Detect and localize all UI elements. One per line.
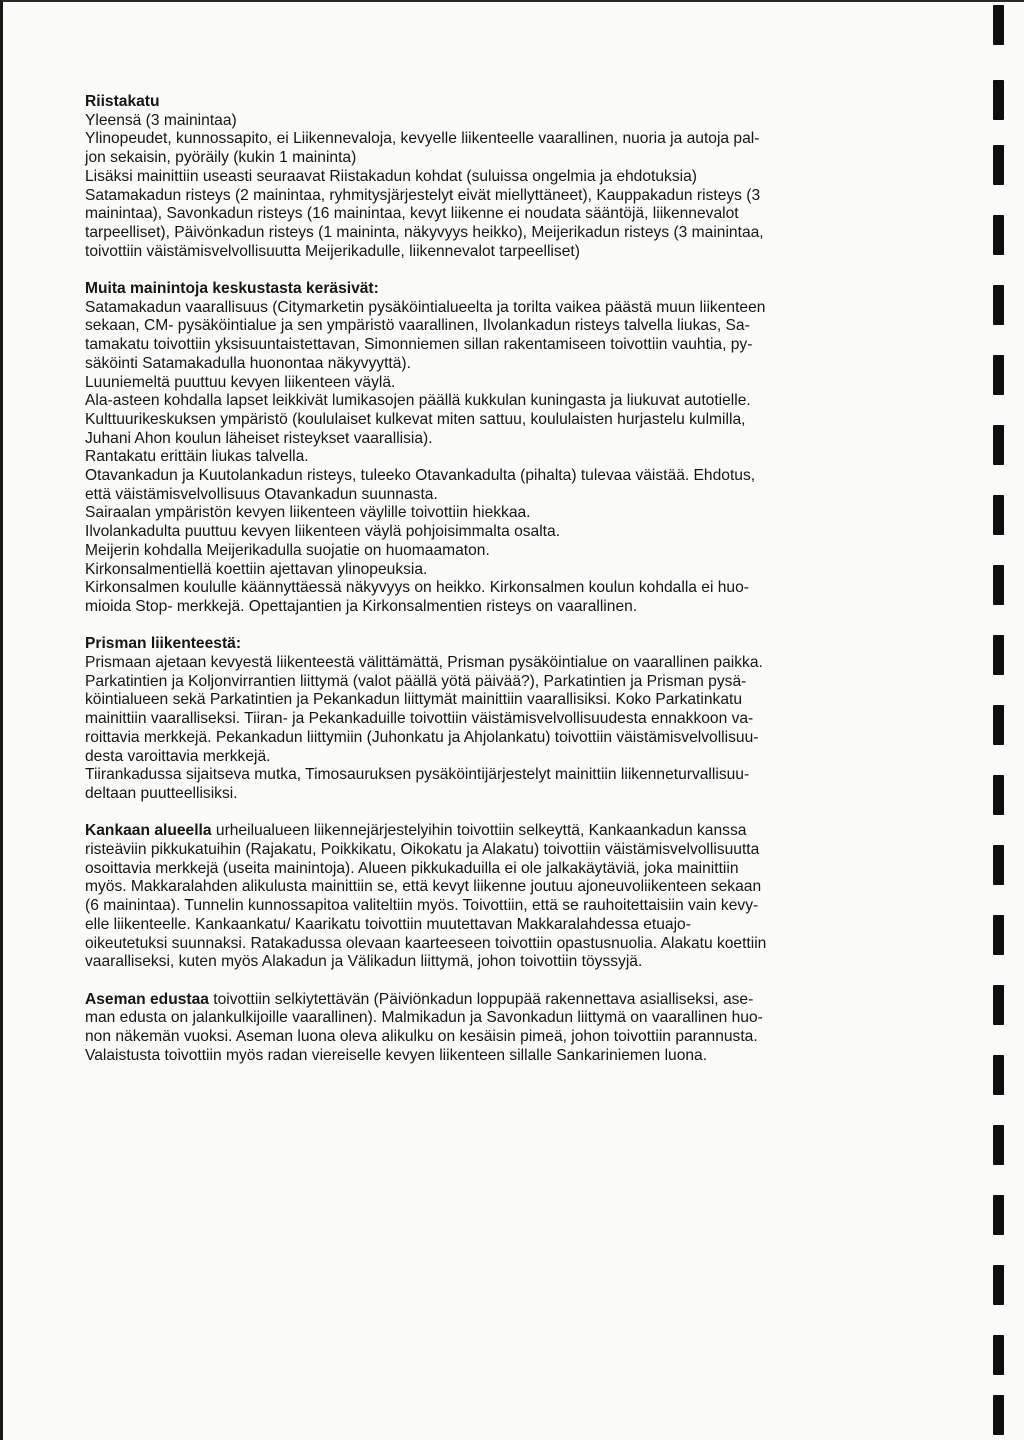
paragraph-line: desta varoittavia merkkejä. xyxy=(85,747,271,765)
section-heading: Muita mainintoja keskustasta keräsivät: xyxy=(85,280,379,298)
binding-mark xyxy=(993,1125,1004,1165)
binding-marks xyxy=(993,0,1007,1440)
binding-mark xyxy=(993,80,1004,120)
binding-mark xyxy=(993,1265,1004,1305)
paragraph-line: tarpeelliset), Päivönkadun risteys (1 maininta, näkyvyys heikko), Meijerikadun risteys (3 mainintaa, xyxy=(85,223,764,241)
paragraph-line: jon sekaisin, pyöräily (kukin 1 maininta) xyxy=(85,149,357,167)
lead-term: Aseman edustaa xyxy=(85,990,209,1008)
paragraph-line xyxy=(85,991,915,1010)
paragraph-line: risteäviin pikkukatuihin (Rajakatu, Poikkikatu, Oikokatu ja Alakatu) toivottiin väistämisvelvollisuutta xyxy=(85,841,760,859)
paragraph-line: Lisäksi mainittiin useasti seuraavat Riistakadun kohdat (suluissa ongelmia ja ehdotuksia) xyxy=(85,167,697,185)
paragraph-line: roittavia merkkejä. Pekankadun liittymiin (Juhonkatu ja Ahjolankatu) toivottiin väistämisvelvollisuu- xyxy=(85,728,759,746)
paragraph-line: Prismaan ajetaan kevyestä liikenteestä välittämättä, Prisman pysäköintialue on vaarallinen paikka. xyxy=(85,654,763,672)
paragraph-line: Meijerin kohdalla Meijerikadulla suojatie on huomaamaton. xyxy=(85,541,490,559)
paragraph-line: non näkemän vuoksi. Aseman luona oleva alikulku on kesäisin pimeä, johon toivottiin parannusta. xyxy=(85,1028,758,1046)
binding-mark xyxy=(993,1335,1004,1375)
lead-term: Kankaan alueella xyxy=(85,822,212,840)
paragraph-line xyxy=(85,822,915,841)
document-body xyxy=(85,93,915,1084)
binding-mark xyxy=(993,1395,1004,1435)
paragraph-line: Rantakatu erittäin liukas talvella. xyxy=(85,448,309,466)
paragraph-line: Valaistusta toivottiin myös radan viereiselle kevyen liikenteen sillalle Sankariniemen luona. xyxy=(85,1046,708,1064)
binding-mark xyxy=(993,775,1004,815)
binding-mark xyxy=(993,145,1004,185)
binding-mark xyxy=(993,495,1004,535)
paragraph-line: sekaan, CM- pysäköintialue ja sen ympäristö vaarallinen, Ilvolankadun risteys talvella liukas, Sa- xyxy=(85,317,750,335)
binding-mark xyxy=(993,1055,1004,1095)
binding-mark xyxy=(993,285,1004,325)
paragraph-line: Kirkonsalmentiellä koettiin ajettavan ylinopeuksia. xyxy=(85,560,428,578)
binding-mark xyxy=(993,985,1004,1025)
paragraph-line: Satamakadun vaarallisuus (Citymarketin pysäköintialueelta ja torilta vaikea päästä muun liikenteen xyxy=(85,298,766,316)
paragraph-line: köintialueen sekä Parkatintien ja Pekankadun liittymät mainittiin vaarallisiksi. Koko Parkatinkatu xyxy=(85,691,743,709)
paragraph-line: mainittiin vaaralliseksi. Tiiran- ja Pekankaduille toivottiin väistämisvelvollisuudesta ennakkoon va- xyxy=(85,710,754,728)
binding-mark xyxy=(993,845,1004,885)
binding-mark xyxy=(993,425,1004,465)
paragraph-line: Tiirankadussa sijaitseva mutka, Timosauruksen pysäköintijärjestelyt mainittiin liikenneturvallisuu- xyxy=(85,766,750,784)
paragraph-line: (6 mainintaa). Tunnelin kunnossapitoa valiteltiin myös. Toivottiin, että se rauhoitettaisiin vain kevy- xyxy=(85,897,759,915)
paragraph-line: elle liikenteelle. Kankaankatu/ Kaarikatu toivottiin muutettavan Makkaralahdessa etuajo- xyxy=(85,915,691,933)
paragraph-line: säköinti Satamakadulla huonontaa näkyvyyttä). xyxy=(85,354,411,372)
binding-mark xyxy=(993,1195,1004,1235)
paragraph-line: Juhani Ahon koulun läheiset risteykset vaarallisia). xyxy=(85,429,433,447)
section xyxy=(85,822,915,972)
paragraph-line: Ala-asteen kohdalla lapset leikkivät lumikasojen päällä kukkulan kuningasta ja liukuvat autotielle. xyxy=(85,392,751,410)
paragraph-line: tamakatu toivottiin yksisuuntaistettavan, Simonniemen sillan rakentamiseen toivottiin vauhtia, py- xyxy=(85,336,753,354)
section-heading: Riistakatu xyxy=(85,93,160,110)
paragraph-line: vaaralliseksi, kuten myös Alakadun ja Välikadun liittymä, johon toivottiin töyssyjä. xyxy=(85,953,643,971)
binding-mark xyxy=(993,635,1004,675)
binding-mark xyxy=(993,915,1004,955)
section xyxy=(85,635,915,803)
paragraph-line: Yleensä (3 mainintaa) xyxy=(85,111,237,129)
binding-mark xyxy=(993,215,1004,255)
section-heading: Prisman liikenteestä: xyxy=(85,635,242,653)
paragraph-line: Ylinopeudet, kunnossapito, ei Liikennevaloja, kevyelle liikenteelle vaarallinen, nuoria ja autoja pal- xyxy=(85,130,760,148)
section xyxy=(85,280,915,617)
paragraph-line: Luuniemeltä puuttuu kevyen liikenteen väylä. xyxy=(85,373,396,391)
line-text: toivottiin selkiytettävän (Päiviönkadun loppupää rakennettava asialliseksi, ase- xyxy=(208,990,754,1008)
paragraph-line: mioida Stop- merkkejä. Opettajantien ja Kirkonsalmentien risteys on vaarallinen. xyxy=(85,597,638,615)
paragraph-line: Ilvolankadulta puuttuu kevyen liikenteen väylä pohjoisimmalta osalta. xyxy=(85,523,561,541)
binding-mark xyxy=(993,355,1004,395)
paragraph-line: Sairaalan ympäristön kevyen liikenteen väylille toivottiin hiekkaa. xyxy=(85,504,531,522)
paragraph-line: Kulttuurikeskuksen ympäristö (koululaiset kulkevat miten sattuu, koululaisten hurjastelu kulmilla, xyxy=(85,410,746,428)
line-text: urheilualueen liikennejärjestelyihin toivottiin selkeyttä, Kankaankadun kanssa xyxy=(211,822,747,840)
binding-mark xyxy=(993,565,1004,605)
paragraph-line: toivottiin väistämisvelvollisuutta Meijerikadulle, liikennevalot tarpeelliset) xyxy=(85,242,580,260)
paragraph-line: Otavankadun ja Kuutolankadun risteys, tuleeko Otavankadulta (pihalta) tulevaa väistää. Ehdotus, xyxy=(85,467,756,485)
paragraph-line: oikeutetuksi suunnaksi. Ratakadussa olevaan kaarteeseen toivottiin opastusnuolia. Alakatu koettiin xyxy=(85,934,767,952)
paragraph-line: mainintaa), Savonkadun risteys (16 mainintaa, kevyt liikenne ei noudata sääntöjä, liikennevalot xyxy=(85,205,739,223)
paragraph-line: Satamakadun risteys (2 mainintaa, ryhmitysjärjestelyt eivät miellyttäneet), Kauppakadun risteys (3 xyxy=(85,186,761,204)
paragraph-line: myös. Makkaralahden alikulusta mainittiin se, että kevyt liikenne joutuu ajoneuvoliikenteen sekaan xyxy=(85,878,762,896)
paragraph-line: deltaan puutteellisiksi. xyxy=(85,784,238,802)
section xyxy=(85,93,915,261)
paragraph-line: Kirkonsalmen koululle käännyttäessä näkyvyys on heikko. Kirkonsalmen koulun kohdalla ei huo- xyxy=(85,579,749,597)
binding-mark xyxy=(993,705,1004,745)
section xyxy=(85,991,915,1066)
paragraph-line: man edusta on jalankulkijoille vaarallinen). Malmikadun ja Savonkadun liittymä on vaarallinen huo- xyxy=(85,1009,763,1027)
paragraph-line: että väistämisvelvollisuus Otavankadun suunnasta. xyxy=(85,485,438,503)
binding-mark xyxy=(993,5,1004,45)
paragraph-line: osoittavia merkkejä (useita mainintoja). Alueen pikkukaduilla ei ole jalkakäytäviä, joka mainittiin xyxy=(85,859,739,877)
paragraph-line: Parkatintien ja Koljonvirrantien liittymä (valot päällä yötä päivää?), Parkatintien ja Prisman pysä- xyxy=(85,672,747,690)
